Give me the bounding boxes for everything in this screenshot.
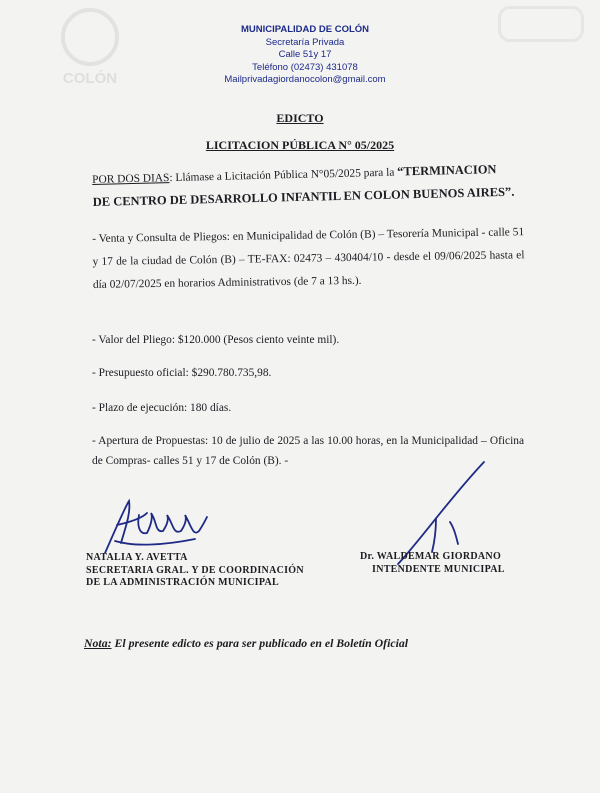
project-name-line1: “TERMINACION [397, 162, 497, 179]
official-budget: - Presupuesto oficial: $290.780.735,98. [92, 367, 272, 379]
intro-text: : Llámase a Licitación Pública N°05/2025 para la [169, 166, 398, 185]
signer-left-role2: DE LA ADMINISTRACIÓN MUNICIPAL [86, 577, 279, 588]
crest-icon [61, 8, 119, 66]
project-name-line2-wrap [93, 184, 525, 209]
signer-right [360, 551, 505, 576]
signer-left-role1: SECRETARIA GRAL. Y DE COORDINACIÓN [86, 564, 304, 576]
intro-lead: POR DOS DIAS [92, 172, 170, 186]
signer-left-name: NATALIA Y. AVETTA [86, 552, 188, 563]
sale-info: - Venta y Consulta de Pliegos: en Municipalidad de Colón (B) – Tesorería Municipal - calle 51 y 17 de la ciudad de Colón (B) – TE-FAX: 02473 – 430404/10 - desde el 09/06/2025 hasta el día 02/07/2025 en horarios Administrativos (de 7 a 13 hs.). [92, 226, 525, 291]
signer-left [86, 552, 304, 590]
letterhead [190, 24, 420, 87]
watermark-stamp [498, 6, 584, 42]
phone: Teléfono (02473) 431078 [252, 61, 358, 73]
address: Calle 51y 17 [278, 49, 332, 60]
bid-price: - Valor del Pliego: $120.000 (Pesos ciento veinte mil). [92, 334, 340, 346]
project-end: . [511, 184, 515, 199]
document-title: EDICTO [276, 111, 324, 125]
office-name: Secretaría Privada [265, 36, 345, 48]
opening-info: - Apertura de Propuestas: 10 de julio de 2025 a las 10.00 horas, en la Municipalidad – Oficina de Compras- calles 51 y 17 de Colón (B). - [92, 435, 524, 467]
signer-right-role: INTENDENTE MUNICIPAL [372, 563, 505, 575]
publication-note [84, 636, 544, 651]
intro-paragraph [92, 161, 525, 209]
signature-left [95, 495, 215, 557]
logo-text: COLÓN [62, 70, 118, 87]
project-name-line2: DE CENTRO DE DESARROLLO INFANTIL EN COLON BUENOS AIRES” [92, 184, 512, 209]
tender-number: LICITACION PÚBLICA N° 05/2025 [205, 138, 395, 152]
execution-term: - Plazo de ejecución: 180 días. [92, 402, 232, 414]
municipality-name: MUNICIPALIDAD DE COLÓN [240, 24, 370, 35]
municipal-logo [52, 8, 128, 88]
signer-right-name: Dr. WALDEMAR GIORDANO [360, 551, 502, 562]
note-text: El presente edicto es para ser publicado en el Boletín Oficial [111, 636, 409, 650]
email: Mailprivadagiordanocolon@gmail.com [224, 74, 386, 85]
note-label: Nota: [84, 636, 112, 650]
